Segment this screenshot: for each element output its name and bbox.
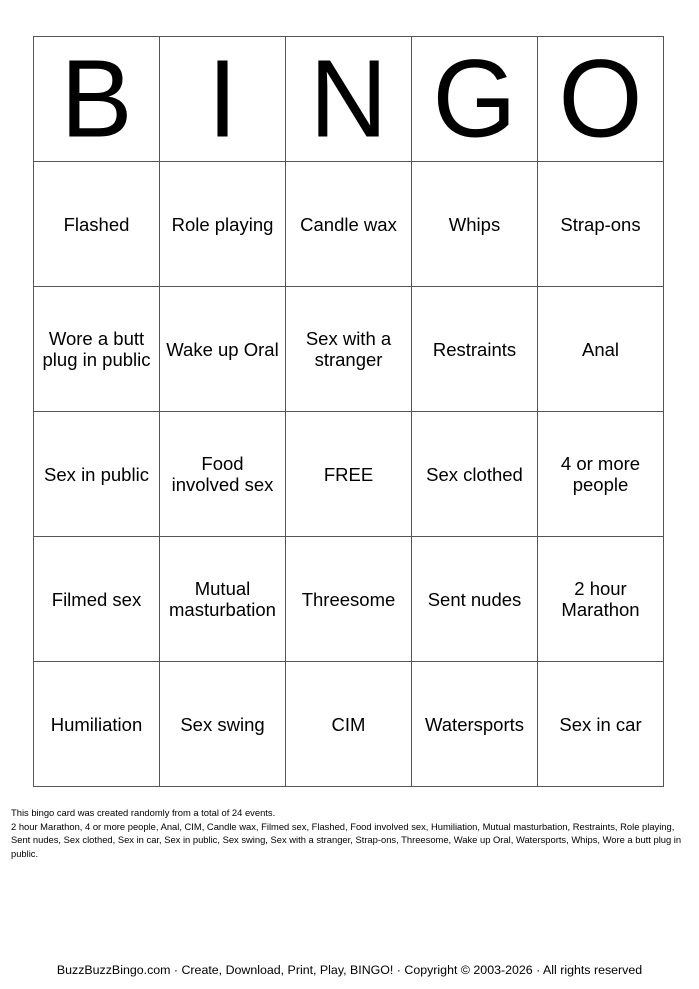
card-summary: This bingo card was created randomly from a total of 24 events. — [11, 807, 276, 818]
bingo-letter-n: N — [286, 37, 412, 162]
bingo-cell: Watersports — [412, 662, 538, 787]
site-footer: BuzzBuzzBingo.com · Create, Download, Print, Play, BINGO! · Copyright © 2003-2026 · All rights reserved — [56, 963, 643, 977]
bingo-cell: Restraints — [412, 287, 538, 412]
bingo-row — [34, 412, 664, 537]
bingo-card — [33, 36, 664, 787]
bingo-row — [34, 287, 664, 412]
bingo-cell: Food involved sex — [160, 412, 286, 537]
bingo-row — [34, 162, 664, 287]
bingo-cell: 2 hour Marathon — [538, 537, 664, 662]
bingo-letter-g: G — [412, 37, 538, 162]
events-list: 2 hour Marathon, 4 or more people, Anal, CIM, Candle wax, Filmed sex, Flashed, Food involved sex, Humiliation, Mutual masturbation, Restraints, Role playing, Sent nudes, Sex clothed, Sex in car, Sex in public, Sex swing, Sex with a stranger, Strap-ons, Threesome, Wake up Oral, Watersports, Whips, Wore a butt plug in public. — [11, 820, 682, 859]
bingo-header-row — [34, 37, 664, 162]
card-info — [11, 806, 687, 860]
bingo-cell: Strap-ons — [538, 162, 664, 287]
bingo-cell: Threesome — [286, 537, 412, 662]
bingo-free-cell: FREE — [286, 412, 412, 537]
bingo-cell: Mutual masturbation — [160, 537, 286, 662]
bingo-cell: Sex clothed — [412, 412, 538, 537]
bingo-letter-o: O — [538, 37, 664, 162]
bingo-letter-i: I — [160, 37, 286, 162]
bingo-row — [34, 537, 664, 662]
bingo-cell: Wake up Oral — [160, 287, 286, 412]
bingo-cell: Sex with a stranger — [286, 287, 412, 412]
bingo-cell: Sent nudes — [412, 537, 538, 662]
bingo-cell: Sex swing — [160, 662, 286, 787]
bingo-row — [34, 662, 664, 787]
bingo-cell: Wore a butt plug in public — [34, 287, 160, 412]
bingo-cell: Filmed sex — [34, 537, 160, 662]
bingo-cell: CIM — [286, 662, 412, 787]
bingo-cell: Flashed — [34, 162, 160, 287]
bingo-cell: Sex in public — [34, 412, 160, 537]
bingo-letter-b: B — [34, 37, 160, 162]
bingo-cell: Candle wax — [286, 162, 412, 287]
bingo-cell: Role playing — [160, 162, 286, 287]
bingo-cell: Anal — [538, 287, 664, 412]
bingo-cell: Sex in car — [538, 662, 664, 787]
bingo-cell: Humiliation — [34, 662, 160, 787]
bingo-cell: 4 or more people — [538, 412, 664, 537]
bingo-cell: Whips — [412, 162, 538, 287]
